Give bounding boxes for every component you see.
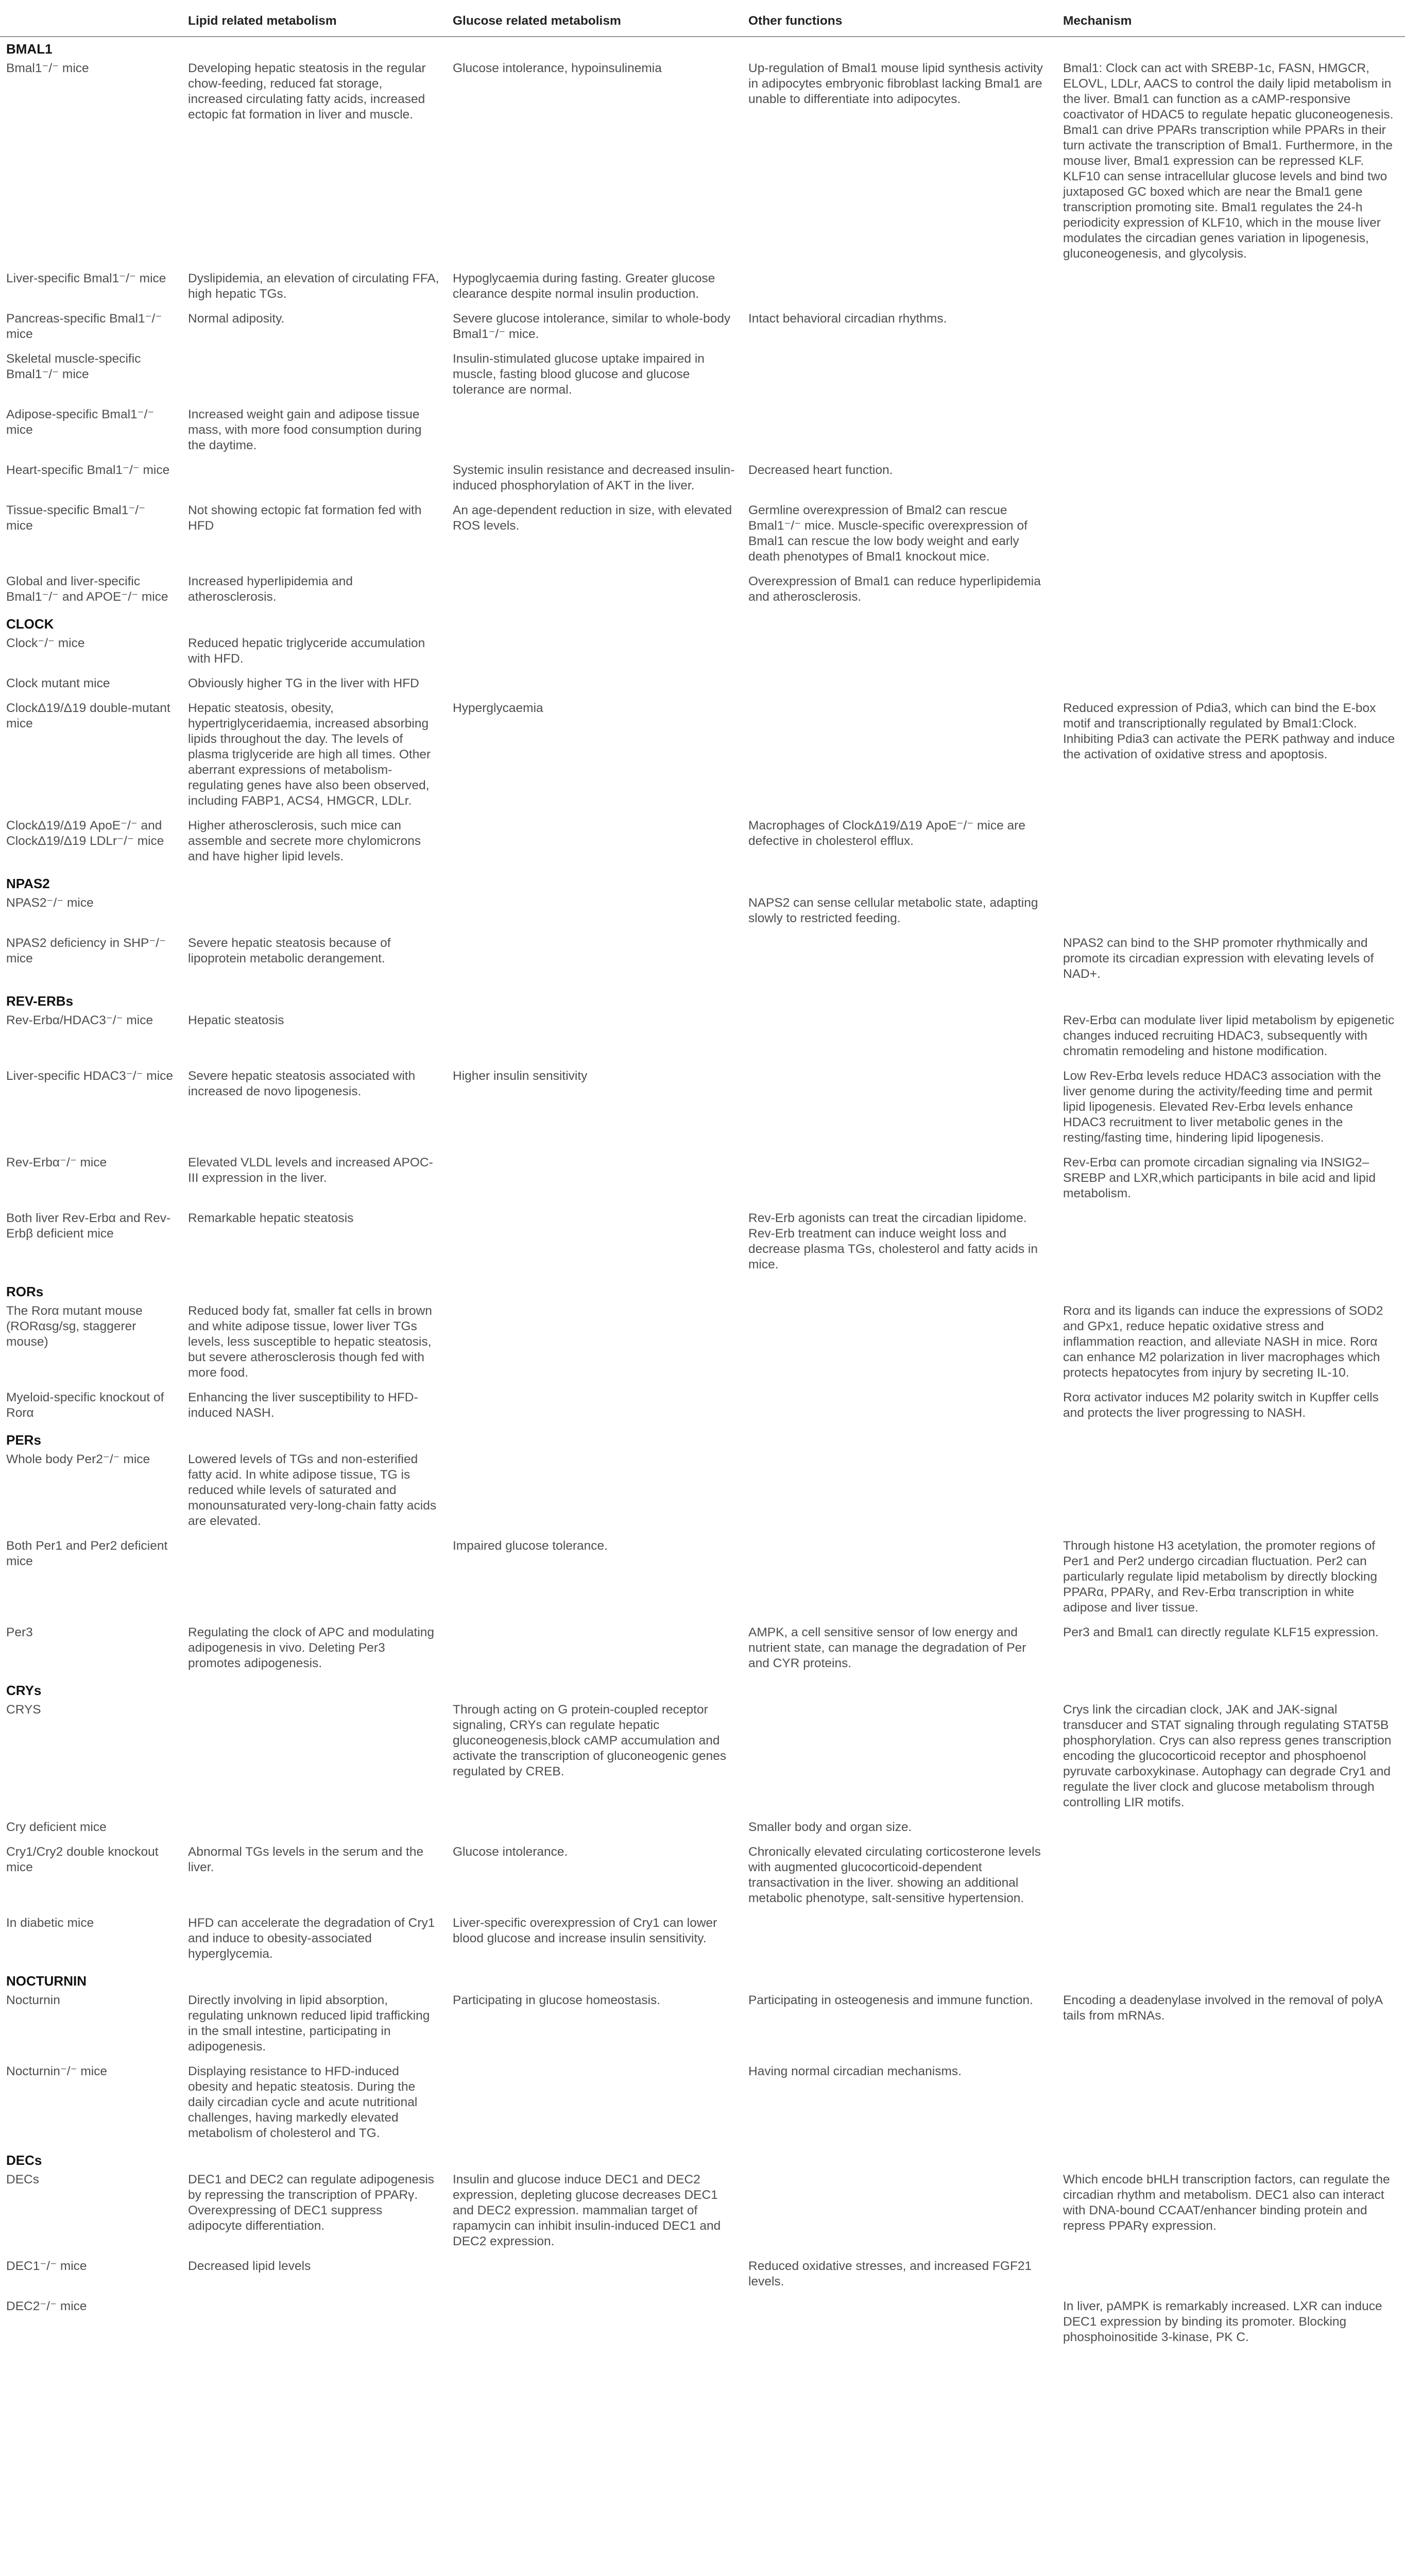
lipid-cell: Reduced body fat, smaller fat cells in brown and white adipose tissue, lower liver TGs levels, less susceptible to hepatic steatosis, but severe atherosclerosis though fed with more food. bbox=[188, 1304, 432, 1380]
lipid-cell: Lowered levels of TGs and non-esterified fatty acid. In white adipose tissue, TG is reduced while levels of saturated and monounsaturated very-long-chain fatty acids are elevated. bbox=[188, 1452, 437, 1528]
subject-cell: Skeletal muscle-specific Bmal1⁻/⁻ mice bbox=[6, 352, 141, 381]
lipid-cell: Decreased lipid levels bbox=[188, 2259, 311, 2273]
other-functions-cell: Having normal circadian mechanisms. bbox=[748, 2064, 962, 2078]
other-functions-cell: Up-regulation of Bmal1 mouse lipid synthesis activity in adipocytes embryonic fibroblast lacking Bmal1 are unable to differentiate into adipocytes. bbox=[748, 61, 1043, 106]
table-row bbox=[0, 2062, 1405, 2148]
other-functions-cell: Chronically elevated circulating corticosterone levels with augmented glucocorticoid-dependent transactivation in the liver. showing an additional metabolic phenotype, salt-sensitive hypertension. bbox=[748, 1845, 1041, 1905]
group-header-row bbox=[0, 1679, 1405, 1700]
lipid-cell: Not showing ectopic fat formation fed with HFD bbox=[188, 503, 422, 533]
glucose-cell: Participating in glucose homeostasis. bbox=[453, 1993, 661, 2007]
table-row bbox=[0, 269, 1405, 309]
subject-cell: Rev-Erbα⁻/⁻ mice bbox=[6, 1156, 107, 1170]
table-row bbox=[0, 934, 1405, 989]
table-row bbox=[0, 349, 1405, 405]
subject-cell: Bmal1⁻/⁻ mice bbox=[6, 61, 89, 75]
mechanism-cell bbox=[1057, 674, 1405, 699]
lipid-cell: Severe hepatic steatosis associated with increased de novo lipogenesis. bbox=[188, 1069, 416, 1098]
other-functions-cell: Decreased heart function. bbox=[748, 463, 893, 477]
lipid-cell: Increased weight gain and adipose tissue mass, with more food consumption during the daytime. bbox=[188, 408, 422, 452]
mechanism-cell: Rorα and its ligands can induce the expressions of SOD2 and GPx1, reduce hepatic oxidative stress and inflammation reaction, and alleviate NASH in mice. Rorα can enhance M2 polarization in liver macrophages which protects hepatocytes from injury by secreting IL-10. bbox=[1063, 1304, 1383, 1380]
table-row bbox=[0, 1153, 1405, 1209]
lipid-cell: Elevated VLDL levels and increased APOC-III expression in the liver. bbox=[188, 1156, 433, 1185]
subject-cell: NPAS2⁻/⁻ mice bbox=[6, 896, 94, 910]
subject-cell: Global and liver-specific Bmal1⁻/⁻ and APOE⁻/⁻ mice bbox=[6, 574, 168, 604]
table-row bbox=[0, 893, 1405, 934]
mechanism-cell bbox=[1057, 1450, 1405, 1536]
lipid-cell: Abnormal TGs levels in the serum and the liver. bbox=[188, 1845, 424, 1874]
table-row bbox=[0, 2257, 1405, 2297]
group-header-row bbox=[0, 612, 1405, 634]
mechanism-cell: Which encode bHLH transcription factors, can regulate the circadian rhythm and metabolism. DEC1 also can interact with DNA-bound CCAAT/enhancer binding protein and repress PPARγ expression. bbox=[1063, 2173, 1390, 2233]
other-functions-cell bbox=[742, 699, 1057, 816]
lipid-cell: HFD can accelerate the degradation of Cry1 and induce to obesity-associated hyperglycemia. bbox=[188, 1916, 435, 1961]
table-row bbox=[0, 405, 1405, 461]
lipid-cell: Regulating the clock of APC and modulating adipogenesis in vivo. Deleting Per3 promotes adipogenesis. bbox=[188, 1625, 435, 1670]
group-title: CLOCK bbox=[6, 616, 54, 632]
glucose-cell bbox=[447, 1818, 742, 1842]
mechanism-cell bbox=[1057, 2257, 1405, 2297]
group-title: NPAS2 bbox=[6, 876, 50, 891]
lipid-cell: Hepatic steatosis, obesity, hypertriglyceridaemia, increased absorbing lipids throughout the day. The levels of plasma triglyceride are high all times. Other aberrant expressions of metabolism-regulating genes have also been observed, including FABP1, ACS4, HMGCR, LDLr. bbox=[188, 701, 431, 808]
mechanism-cell bbox=[1057, 461, 1405, 501]
lipid-cell: Higher atherosclerosis, such mice can assemble and secrete more chylomicrons and have higher lipid levels. bbox=[188, 819, 421, 863]
mechanism-cell bbox=[1057, 1818, 1405, 1842]
table-row bbox=[0, 1536, 1405, 1623]
glucose-cell bbox=[447, 405, 742, 461]
table-row bbox=[0, 59, 1405, 269]
lipid-cell bbox=[182, 893, 447, 934]
glucose-cell: Severe glucose intolerance, similar to whole-body Bmal1⁻/⁻ mice. bbox=[453, 312, 731, 341]
subject-cell: NPAS2 deficiency in SHP⁻/⁻ mice bbox=[6, 936, 166, 965]
lipid-cell bbox=[182, 349, 447, 405]
glucose-cell bbox=[447, 1388, 742, 1428]
group-title: PERs bbox=[6, 1432, 41, 1448]
table-row bbox=[0, 1818, 1405, 1842]
table-row bbox=[0, 1991, 1405, 2062]
lipid-cell bbox=[182, 2297, 447, 2352]
lipid-cell: Obviously higher TG in the liver with HFD bbox=[188, 676, 419, 690]
lipid-cell: Severe hepatic steatosis because of lipoprotein metabolic derangement. bbox=[188, 936, 391, 965]
glucose-cell: Higher insulin sensitivity bbox=[453, 1069, 588, 1083]
subject-cell: Adipose-specific Bmal1⁻/⁻ mice bbox=[6, 408, 155, 437]
mechanism-cell bbox=[1057, 269, 1405, 309]
mechanism-cell bbox=[1057, 634, 1405, 674]
other-functions-cell bbox=[742, 1913, 1057, 1969]
glucose-cell bbox=[447, 1011, 742, 1066]
glucose-cell bbox=[447, 2062, 742, 2148]
glucose-cell bbox=[447, 1450, 742, 1536]
mechanism-cell bbox=[1057, 2062, 1405, 2148]
lipid-cell: Enhancing the liver susceptibility to HFD-induced NASH. bbox=[188, 1391, 418, 1420]
mechanism-cell bbox=[1057, 1209, 1405, 1280]
table-row bbox=[0, 699, 1405, 816]
subject-cell: Nocturnin⁻/⁻ mice bbox=[6, 2064, 108, 2078]
mechanism-cell: Crys link the circadian clock, JAK and JAK-signal transducer and STAT signaling through regulating STAT5B phosphorylation. Crys can also repress genes transcription encoding the glucocorticoid receptor and phosphoenol pyruvate carboxykinase. Autophagy can degrade Cry1 and regulate the liver clock and glucose metabolism through controlling LIR motifs. bbox=[1063, 1703, 1392, 1809]
other-functions-cell bbox=[742, 2297, 1057, 2352]
other-functions-cell: Participating in osteogenesis and immune function. bbox=[748, 1993, 1033, 2007]
mechanism-cell: NPAS2 can bind to the SHP promoter rhythmically and promote its circadian expression with elevating levels of NAD+. bbox=[1063, 936, 1374, 981]
table-row bbox=[0, 1066, 1405, 1153]
group-header-row bbox=[0, 1969, 1405, 1991]
other-functions-cell bbox=[742, 1153, 1057, 1209]
group-title: NOCTURNIN bbox=[6, 1973, 87, 1989]
header-cell: Glucose related metabolism bbox=[447, 0, 742, 37]
table-row bbox=[0, 1842, 1405, 1913]
table-header bbox=[0, 0, 1405, 37]
mechanism-cell: Per3 and Bmal1 can directly regulate KLF15 expression. bbox=[1063, 1625, 1379, 1639]
glucose-cell bbox=[447, 934, 742, 989]
table-row bbox=[0, 1209, 1405, 1280]
subject-cell: Per3 bbox=[6, 1625, 33, 1639]
subject-cell: Cry deficient mice bbox=[6, 1820, 107, 1834]
glucose-cell: Insulin and glucose induce DEC1 and DEC2 expression, depleting glucose decreases DEC1 and DEC2 expression. mammalian target of rapamycin can inhibit insulin-induced DEC1 and DEC2 expression. bbox=[453, 2173, 721, 2248]
other-functions-cell bbox=[742, 405, 1057, 461]
other-functions-cell: Overexpression of Bmal1 can reduce hyperlipidemia and atherosclerosis. bbox=[748, 574, 1041, 604]
other-functions-cell: Reduced oxidative stresses, and increased FGF21 levels. bbox=[748, 2259, 1032, 2289]
table-row bbox=[0, 674, 1405, 699]
other-functions-cell bbox=[742, 674, 1057, 699]
group-header-row bbox=[0, 1428, 1405, 1450]
subject-cell: Myeloid-specific knockout of Rorα bbox=[6, 1391, 164, 1420]
other-functions-cell bbox=[742, 2170, 1057, 2257]
other-functions-cell bbox=[742, 269, 1057, 309]
table-row bbox=[0, 2170, 1405, 2257]
glucose-cell bbox=[447, 1623, 742, 1679]
lipid-cell: Directly involving in lipid absorption, regulating unknown reduced lipid trafficking in the small intestine, participating in adipogenesis. bbox=[188, 1993, 430, 2054]
glucose-cell bbox=[447, 634, 742, 674]
lipid-cell: Normal adiposity. bbox=[188, 312, 285, 326]
glucose-cell: Hyperglycaemia bbox=[453, 701, 543, 715]
lipid-cell bbox=[182, 1700, 447, 1818]
glucose-cell: Systemic insulin resistance and decreased insulin-induced phosphorylation of AKT in the liver. bbox=[453, 463, 735, 493]
subject-cell: Liver-specific HDAC3⁻/⁻ mice bbox=[6, 1069, 174, 1083]
mechanism-cell bbox=[1057, 405, 1405, 461]
subject-cell: Nocturnin bbox=[6, 1993, 60, 2007]
lipid-cell bbox=[182, 461, 447, 501]
subject-cell: Clock mutant mice bbox=[6, 676, 110, 690]
table-row bbox=[0, 1913, 1405, 1969]
mechanism-cell: Through histone H3 acetylation, the promoter regions of Per1 and Per2 undergo circadian fluctuation. Per2 can particularly regulate lipid metabolism by directly blocking PPARα, PPARγ, and Rev-Erbα transcription in white adipose and liver tissue. bbox=[1063, 1539, 1378, 1615]
other-functions-cell bbox=[742, 934, 1057, 989]
lipid-cell bbox=[182, 1536, 447, 1623]
glucose-cell bbox=[447, 816, 742, 872]
other-functions-cell bbox=[742, 1011, 1057, 1066]
mechanism-cell bbox=[1057, 309, 1405, 349]
other-functions-cell bbox=[742, 349, 1057, 405]
glucose-cell: Through acting on G protein-coupled receptor signaling, CRYs can regulate hepatic gluconeogenesis,block cAMP accumulation and activate the transcription of gluconeogenic genes regulated by CREB. bbox=[453, 1703, 727, 1778]
table-row bbox=[0, 501, 1405, 572]
glucose-cell bbox=[447, 893, 742, 934]
subject-cell: Tissue-specific Bmal1⁻/⁻ mice bbox=[6, 503, 146, 533]
lipid-cell: DEC1 and DEC2 can regulate adipogenesis by repressing the transcription of PPARγ. Overexpressing of DEC1 suppress adipocyte differentiation. bbox=[188, 2173, 435, 2233]
mechanism-cell bbox=[1057, 816, 1405, 872]
group-header-row bbox=[0, 872, 1405, 893]
table-row bbox=[0, 1301, 1405, 1388]
subject-cell: CRYS bbox=[6, 1703, 41, 1717]
other-functions-cell: Germline overexpression of Bmal2 can rescue Bmal1⁻/⁻ mice. Muscle-specific overexpression of Bmal1 can rescue the low body weight and early death phenotypes of Bmal1 knockout mice. bbox=[748, 503, 1027, 564]
other-functions-cell: Smaller body and organ size. bbox=[748, 1820, 912, 1834]
other-functions-cell bbox=[742, 634, 1057, 674]
subject-cell: DEC1⁻/⁻ mice bbox=[6, 2259, 87, 2273]
glucose-cell: Impaired glucose tolerance. bbox=[453, 1539, 608, 1553]
subject-cell: ClockΔ19/Δ19 ApoE⁻/⁻ and ClockΔ19/Δ19 LDLr⁻/⁻ mice bbox=[6, 819, 164, 848]
other-functions-cell bbox=[742, 1536, 1057, 1623]
other-functions-cell bbox=[742, 1388, 1057, 1428]
mechanism-cell: Rev-Erbα can promote circadian signaling via INSIG2–SREBP and LXR,which participants in bile acid and lipid metabolism. bbox=[1063, 1156, 1376, 1200]
lipid-cell: Dyslipidemia, an elevation of circulating FFA, high hepatic TGs. bbox=[188, 272, 439, 301]
other-functions-cell: Rev-Erb agonists can treat the circadian lipidome. Rev-Erb treatment can induce weight loss and decrease plasma TGs, cholesterol and fatty acids in mice. bbox=[748, 1211, 1038, 1272]
other-functions-cell bbox=[742, 1066, 1057, 1153]
mechanism-cell: Rev-Erbα can modulate liver lipid metabolism by epigenetic changes induced recruiting HDAC3, subsequently with chromatin remodeling and histone modification. bbox=[1063, 1013, 1395, 1058]
other-functions-cell: NAPS2 can sense cellular metabolic state, adapting slowly to restricted feeding. bbox=[748, 896, 1038, 925]
subject-cell: Whole body Per2⁻/⁻ mice bbox=[6, 1452, 150, 1466]
lipid-cell: Increased hyperlipidemia and atherosclerosis. bbox=[188, 574, 353, 604]
subject-cell: Heart-specific Bmal1⁻/⁻ mice bbox=[6, 463, 170, 477]
glucose-cell bbox=[447, 1153, 742, 1209]
lipid-cell: Remarkable hepatic steatosis bbox=[188, 1211, 354, 1225]
table-row bbox=[0, 2297, 1405, 2352]
other-functions-cell bbox=[742, 1450, 1057, 1536]
table-row bbox=[0, 461, 1405, 501]
group-title: DECs bbox=[6, 2153, 42, 2168]
table-row bbox=[0, 1388, 1405, 1428]
mechanism-cell bbox=[1057, 501, 1405, 572]
subject-cell: DEC2⁻/⁻ mice bbox=[6, 2299, 87, 2313]
subject-cell: Both Per1 and Per2 deficient mice bbox=[6, 1539, 168, 1568]
glucose-cell: Glucose intolerance. bbox=[453, 1845, 568, 1859]
mechanism-cell bbox=[1057, 1842, 1405, 1913]
mechanism-cell: Rorα activator induces M2 polarity switch in Kupffer cells and protects the liver progressing to NASH. bbox=[1063, 1391, 1379, 1420]
glucose-cell bbox=[447, 2297, 742, 2352]
group-title: REV-ERBs bbox=[6, 993, 74, 1009]
table-row bbox=[0, 634, 1405, 674]
subject-cell: The Rorα mutant mouse (RORαsg/sg, staggerer mouse) bbox=[6, 1304, 143, 1349]
lipid-cell: Displaying resistance to HFD-induced obesity and hepatic steatosis. During the daily circadian cycle and acute nutritional challenges, having markedly elevated metabolism of cholesterol and TG. bbox=[188, 2064, 418, 2140]
glucose-cell: Hypoglycaemia during fasting. Greater glucose clearance despite normal insulin production. bbox=[453, 272, 715, 301]
subject-cell: Rev-Erbα/HDAC3⁻/⁻ mice bbox=[6, 1013, 153, 1027]
subject-cell: Liver-specific Bmal1⁻/⁻ mice bbox=[6, 272, 166, 285]
other-functions-cell bbox=[742, 1700, 1057, 1818]
subject-cell: Clock⁻/⁻ mice bbox=[6, 636, 85, 650]
table-row bbox=[0, 572, 1405, 612]
group-title: BMAL1 bbox=[6, 41, 53, 57]
glucose-cell: Glucose intolerance, hypoinsulinemia bbox=[453, 61, 662, 75]
header-cell bbox=[0, 0, 182, 37]
glucose-cell bbox=[447, 2257, 742, 2297]
lipid-cell: Developing hepatic steatosis in the regular chow-feeding, reduced fat storage, increased circulating fatty acids, increased ectopic fat formation in liver and muscle. bbox=[188, 61, 426, 122]
table-row bbox=[0, 1700, 1405, 1818]
glucose-cell bbox=[447, 674, 742, 699]
mechanism-cell bbox=[1057, 349, 1405, 405]
group-title: RORs bbox=[6, 1284, 44, 1299]
group-header-row bbox=[0, 1280, 1405, 1301]
subject-cell: ClockΔ19/Δ19 double-mutant mice bbox=[6, 701, 170, 731]
mechanism-cell: Reduced expression of Pdia3, which can bind the E-box motif and transcriptionally regulated by Bmal1:Clock. Inhibiting Pdia3 can activate the PERK pathway and induce the activation of oxidative stress and apoptosis. bbox=[1063, 701, 1395, 761]
group-header-row bbox=[0, 37, 1405, 59]
mechanism-cell bbox=[1057, 893, 1405, 934]
subject-cell: Pancreas-specific Bmal1⁻/⁻ mice bbox=[6, 312, 162, 341]
header-row bbox=[0, 0, 1405, 37]
group-header-row bbox=[0, 989, 1405, 1011]
other-functions-cell bbox=[742, 1301, 1057, 1388]
glucose-cell bbox=[447, 1301, 742, 1388]
glucose-cell: Liver-specific overexpression of Cry1 can lower blood glucose and increase insulin sensitivity. bbox=[453, 1916, 717, 1945]
table-row bbox=[0, 816, 1405, 872]
glucose-cell bbox=[447, 1209, 742, 1280]
mechanism-cell bbox=[1057, 572, 1405, 612]
subject-cell: Cry1/Cry2 double knockout mice bbox=[6, 1845, 159, 1874]
other-functions-cell: AMPK, a cell sensitive sensor of low energy and nutrient state, can manage the degradation of Per and CYR proteins. bbox=[748, 1625, 1026, 1670]
glucose-cell bbox=[447, 572, 742, 612]
mechanism-cell: Bmal1: Clock can act with SREBP-1c, FASN, HMGCR, ELOVL, LDLr, AACS to control the daily lipid metabolism in the liver. Bmal1 can function as a cAMP-responsive coactivator of HDAC5 to regulate hepatic gluconeogenesis. Bmal1 can drive PPARs transcription while PPARs in their turn activate the transcription of Bmal1. Furthermore, in the mouse liver, Bmal1 expression can be repressed KLF. KLF10 can sense intracellular glucose levels and bind two juxtaposed GC boxed which are near the Bmal1 gene transcription promoting site. Bmal1 regulates the 24-h periodicity expression of KLF10, which in the mouse liver modulates the circadian genes variation in lipogenesis, gluconeogenesis, and glycolysis. bbox=[1063, 61, 1394, 261]
subject-cell: DECs bbox=[6, 2173, 39, 2187]
header-cell: Lipid related metabolism bbox=[182, 0, 447, 37]
glucose-cell: An age-dependent reduction in size, with elevated ROS levels. bbox=[453, 503, 732, 533]
table-row bbox=[0, 1623, 1405, 1679]
glucose-cell: Insulin-stimulated glucose uptake impaired in muscle, fasting blood glucose and glucose tolerance are normal. bbox=[453, 352, 705, 397]
mechanism-cell bbox=[1057, 1913, 1405, 1969]
group-title: CRYs bbox=[6, 1683, 42, 1698]
header-cell: Other functions bbox=[742, 0, 1057, 37]
subject-cell: In diabetic mice bbox=[6, 1916, 94, 1930]
lipid-cell bbox=[182, 1818, 447, 1842]
table-row bbox=[0, 1011, 1405, 1066]
other-functions-cell: Macrophages of ClockΔ19/Δ19 ApoE⁻/⁻ mice are defective in cholesterol efflux. bbox=[748, 819, 1025, 848]
mechanism-cell: Low Rev-Erbα levels reduce HDAC3 association with the liver genome during the activity/feeding time and permit lipid lipogenesis. Elevated Rev-Erbα levels enhance HDAC3 recruitment to liver metabolic genes in the resting/fasting time, hindering lipid lipogenesis. bbox=[1063, 1069, 1381, 1145]
table-body bbox=[0, 37, 1405, 2352]
header-cell: Mechanism bbox=[1057, 0, 1405, 37]
table-row bbox=[0, 1450, 1405, 1536]
group-header-row bbox=[0, 2148, 1405, 2170]
table-row bbox=[0, 309, 1405, 349]
other-functions-cell: Intact behavioral circadian rhythms. bbox=[748, 312, 947, 326]
subject-cell: Both liver Rev-Erbα and Rev-Erbβ deficient mice bbox=[6, 1211, 171, 1241]
mechanism-cell: In liver, pAMPK is remarkably increased. LXR can induce DEC1 expression by binding its promoter. Blocking phosphoinositide 3-kinase, PK C. bbox=[1063, 2299, 1382, 2344]
lipid-cell: Reduced hepatic triglyceride accumulation with HFD. bbox=[188, 636, 425, 666]
mechanism-cell: Encoding a deadenylase involved in the removal of polyA tails from mRNAs. bbox=[1063, 1993, 1382, 2023]
lipid-cell: Hepatic steatosis bbox=[188, 1013, 284, 1027]
